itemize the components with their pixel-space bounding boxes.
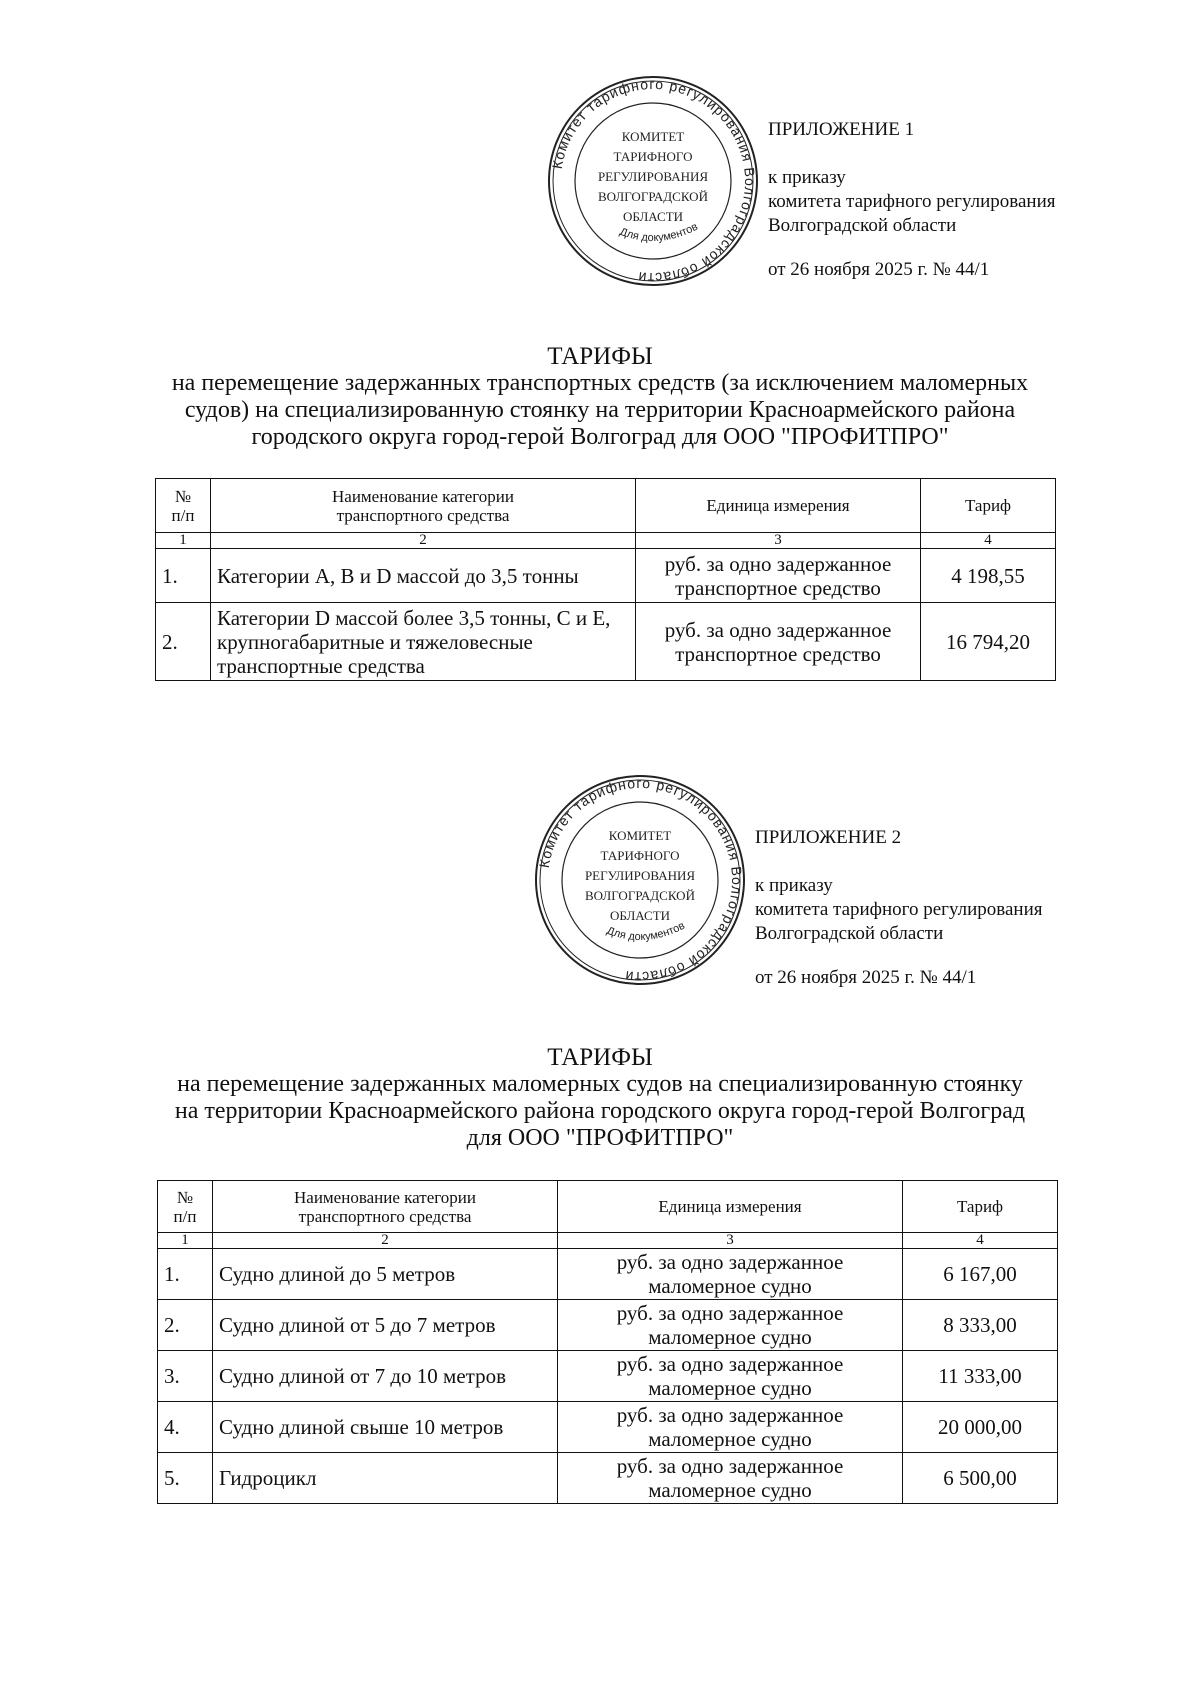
- row-number: 1.: [156, 549, 211, 603]
- col-number-3: 3: [636, 533, 921, 549]
- row-category: Категории D массой более 3,5 тонны, C и E, крупногабаритные и тяжеловесные транспортные средства: [211, 603, 636, 681]
- stamp-bottom-text: Для документов: [617, 220, 700, 245]
- row-number: 4.: [158, 1402, 213, 1453]
- appendix1-region: Волгоградской области: [768, 215, 957, 236]
- appendix1-title-block: [150, 343, 1050, 451]
- appendix1-heading: ПРИЛОЖЕНИЕ 1: [768, 119, 915, 140]
- appendix2-title-block: [150, 1044, 1050, 1152]
- row-tariff: 11 333,00: [903, 1351, 1058, 1402]
- table-row: [158, 1249, 1058, 1300]
- stamp-line-2: ТАРИФНОГО: [600, 848, 680, 863]
- table-header-row: [156, 479, 1056, 533]
- table-row: [156, 603, 1056, 681]
- official-stamp: [543, 71, 763, 291]
- appendix1-attachment-block: [768, 118, 1056, 282]
- row-number: 5.: [158, 1453, 213, 1504]
- stamp-ring-text: Комитет тарифного регулирования Волгоградской области: [548, 75, 759, 287]
- header-unit: Единица измерения: [558, 1181, 903, 1233]
- stamp-line-2: ТАРИФНОГО: [613, 149, 693, 164]
- appendix2-title: ТАРИФЫ: [547, 1044, 653, 1071]
- stamp-line-3: РЕГУЛИРОВАНИЯ: [597, 169, 709, 184]
- stamp-line-1: КОМИТЕТ: [621, 129, 685, 144]
- row-category: Гидроцикл: [213, 1453, 558, 1504]
- appendix2-subtitle-1: на перемещение задержанных маломерных судов на специализированную стоянку: [177, 1071, 1023, 1097]
- col-number-4: 4: [921, 533, 1056, 549]
- appendix1-subtitle-2: судов) на специализированную стоянку на территории Красноармейского района: [184, 397, 1016, 423]
- header-number: № п/п: [158, 1181, 213, 1233]
- appendix1-subtitle-1: на перемещение задержанных транспортных средств (за исключением маломерных: [171, 370, 1029, 396]
- stamp-bottom-text: Для документов: [604, 919, 687, 944]
- row-unit: руб. за одно задержанное транспортное средство: [636, 603, 921, 681]
- appendix1-to-order: к приказу: [768, 167, 846, 188]
- row-unit: руб. за одно задержанное транспортное средство: [636, 549, 921, 603]
- table-row: [158, 1453, 1058, 1504]
- appendix1-title: ТАРИФЫ: [547, 343, 653, 370]
- col-number-2: 2: [213, 1233, 558, 1249]
- appendix2-region: Волгоградской области: [755, 923, 944, 944]
- row-unit: руб. за одно задержанное маломерное судно: [558, 1351, 903, 1402]
- stamp-seal-graphic: [543, 71, 763, 291]
- appendix2-committee: комитета тарифного регулирования: [755, 899, 1043, 920]
- appendix2-subtitle-3: для ООО "ПРОФИТПРО": [466, 1125, 734, 1151]
- stamp-line-5: ОБЛАСТИ: [609, 908, 671, 923]
- appendix2-date-line: от 26 ноября 2025 г. № 44/1: [755, 967, 977, 988]
- official-stamp: [530, 770, 750, 990]
- appendix2-heading: ПРИЛОЖЕНИЕ 2: [755, 827, 902, 848]
- appendix1-date-line: от 26 ноября 2025 г. № 44/1: [768, 259, 990, 280]
- stamp-ring-text: Комитет тарифного регулирования Волгоградской области: [535, 774, 746, 986]
- appendix2-to-order: к приказу: [755, 875, 833, 896]
- row-number: 3.: [158, 1351, 213, 1402]
- stamp-line-4: ВОЛГОГРАДСКОЙ: [585, 888, 695, 903]
- svg-text:Для документов: [618, 221, 700, 244]
- col-number-1: 1: [156, 533, 211, 549]
- row-tariff: 20 000,00: [903, 1402, 1058, 1453]
- row-tariff: 4 198,55: [921, 549, 1056, 603]
- column-number-row: [158, 1233, 1058, 1249]
- appendix1-subtitle-3: городского округа город-герой Волгоград для ООО "ПРОФИТПРО": [251, 424, 949, 450]
- appendix1-tariff-table: [155, 478, 1056, 681]
- table-row: [158, 1402, 1058, 1453]
- table-row: [158, 1300, 1058, 1351]
- stamp-line-5: ОБЛАСТИ: [622, 209, 684, 224]
- row-unit: руб. за одно задержанное маломерное судно: [558, 1402, 903, 1453]
- row-unit: руб. за одно задержанное маломерное судно: [558, 1249, 903, 1300]
- col-number-2: 2: [211, 533, 636, 549]
- row-number: 2.: [156, 603, 211, 681]
- row-category: Судно длиной от 7 до 10 метров: [213, 1351, 558, 1402]
- row-tariff: 16 794,20: [921, 603, 1056, 681]
- stamp-line-3: РЕГУЛИРОВАНИЯ: [584, 868, 696, 883]
- table-header-row: [158, 1181, 1058, 1233]
- row-category: Судно длиной от 5 до 7 метров: [213, 1300, 558, 1351]
- column-number-row: [156, 533, 1056, 549]
- row-tariff: 8 333,00: [903, 1300, 1058, 1351]
- row-unit: руб. за одно задержанное маломерное судно: [558, 1453, 903, 1504]
- row-category: Судно длиной до 5 метров: [213, 1249, 558, 1300]
- header-category: Наименование категории транспортного средства: [211, 479, 636, 533]
- row-category: Судно длиной свыше 10 метров: [213, 1402, 558, 1453]
- row-number: 2.: [158, 1300, 213, 1351]
- table-row: [156, 549, 1056, 603]
- col-number-4: 4: [903, 1233, 1058, 1249]
- stamp-seal-graphic: [530, 770, 750, 990]
- svg-text:Для документов: [605, 920, 687, 943]
- appendix2-subtitle-2: на территории Красноармейского района городского округа город-герой Волгоград: [174, 1098, 1026, 1124]
- stamp-line-1: КОМИТЕТ: [608, 828, 672, 843]
- stamp-line-4: ВОЛГОГРАДСКОЙ: [598, 189, 708, 204]
- header-tariff: Тариф: [921, 479, 1056, 533]
- appendix1-committee: комитета тарифного регулирования: [768, 191, 1056, 212]
- col-number-1: 1: [158, 1233, 213, 1249]
- header-tariff: Тариф: [903, 1181, 1058, 1233]
- appendix2-tariff-table: [157, 1180, 1058, 1504]
- row-tariff: 6 500,00: [903, 1453, 1058, 1504]
- appendix2-attachment-block: [755, 826, 1043, 990]
- row-number: 1.: [158, 1249, 213, 1300]
- col-number-3: 3: [558, 1233, 903, 1249]
- header-unit: Единица измерения: [636, 479, 921, 533]
- table-row: [158, 1351, 1058, 1402]
- row-tariff: 6 167,00: [903, 1249, 1058, 1300]
- header-number: № п/п: [156, 479, 211, 533]
- row-unit: руб. за одно задержанное маломерное судно: [558, 1300, 903, 1351]
- row-category: Категории A, B и D массой до 3,5 тонны: [211, 549, 636, 603]
- header-category: Наименование категории транспортного средства: [213, 1181, 558, 1233]
